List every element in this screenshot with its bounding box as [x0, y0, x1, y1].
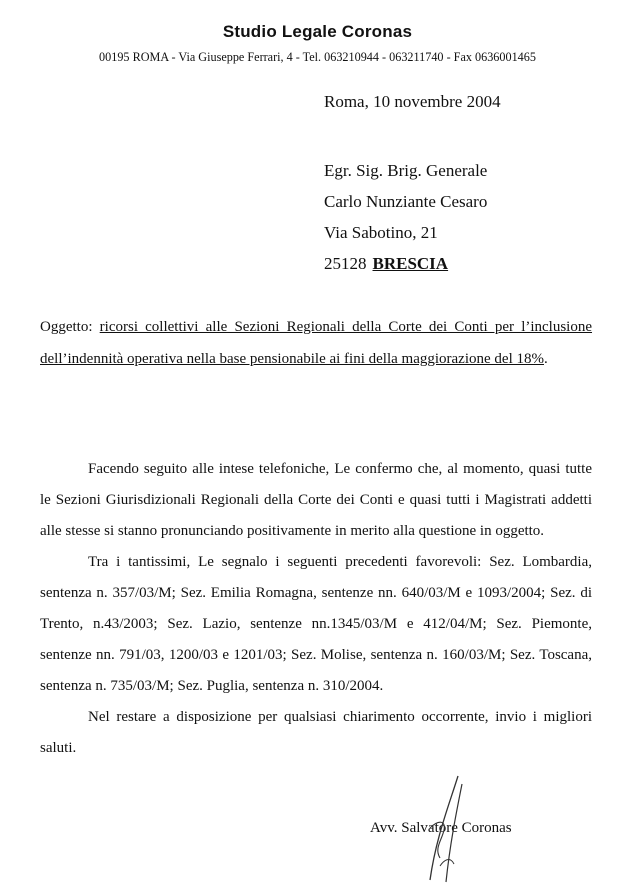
letter-date: Roma, 10 novembre 2004: [324, 92, 501, 111]
recipient-street: Via Sabotino, 21: [324, 223, 438, 242]
recipient-postal-code: 25128: [324, 254, 367, 273]
subject-end: .: [543, 350, 548, 367]
signer-name: Avv. Salvatore Coronas: [370, 820, 512, 836]
firm-name: Studio Legale Coronas: [222, 22, 413, 41]
recipient-name: Carlo Nunziante Cesaro: [324, 192, 488, 211]
subject-text: ricorsi collettivi alle Sezioni Regionali della Corte dei Conti per l’inclusione dell’indennità operativa nella base pensionabile ai fini della maggiorazione del 18%: [40, 319, 593, 367]
recipient-block: [324, 155, 487, 279]
firm-address: 00195 ROMA - Via Giuseppe Ferrari, 4 - Tel. 063210944 - 063211740 - Fax 0636001465: [99, 50, 536, 64]
handwritten-signature: [400, 768, 490, 888]
body-paragraph-2: Tra i tantissimi, Le segnalo i seguenti precedenti favorevoli: Sez. Lombardia, sentenza n. 357/03/M; Sez. Emilia Romagna, sentenze nn. 640/03/M e 1093/2004; Sez. di Trento, n.43/2003; Sez. Lazio, sentenze nn.1345/03/M e 412/04/M; Sez. Piemonte, sentenze nn. 791/03, 1200/03 e 1201/03; Sez. Molise, sentenza n. 160/03/M; Sez. Toscana, sentenza n. 735/03/M; Sez. Puglia, sentenza n. 310/2004.: [40, 554, 592, 694]
subject-block: [40, 312, 592, 375]
body-paragraph-3: Nel restare a disposizione per qualsiasi chiarimento occorrente, invio i migliori saluti.: [40, 709, 592, 756]
subject-label: Oggetto:: [40, 319, 93, 335]
body-paragraph-1: Facendo seguito alle intese telefoniche, Le confermo che, al momento, quasi tutte le Sezioni Giurisdizionali Regionali della Corte dei Conti e quasi tutti i Magistrati addetti alle stesse si stanno pronunciando positivamente in merito alla questione in oggetto.: [40, 461, 592, 539]
recipient-title: Egr. Sig. Brig. Generale: [324, 161, 488, 180]
letter-body: [40, 454, 592, 764]
recipient-city-line: [324, 248, 487, 279]
recipient-city: BRESCIA: [372, 254, 449, 273]
